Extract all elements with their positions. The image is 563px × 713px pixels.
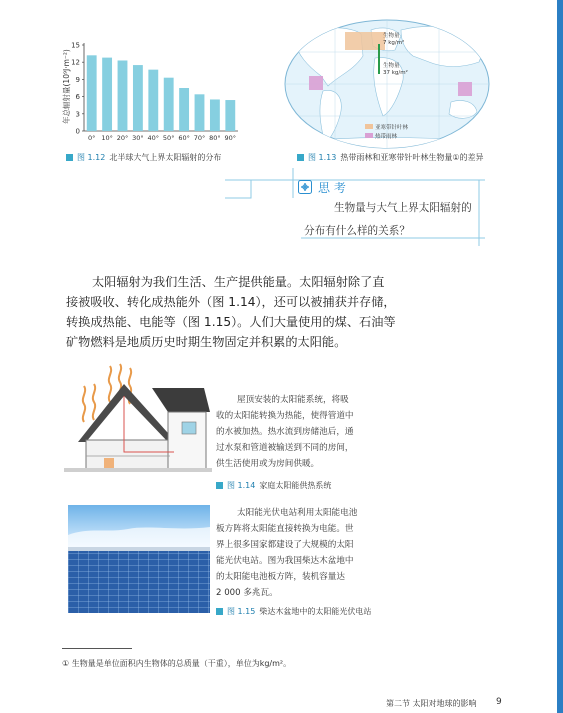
map-label-top-val: 7 kg/m² (383, 40, 405, 46)
x-tick-label: 90° (224, 134, 237, 142)
para-115-line-3: 界上很多国家都建设了大规模的太阳 (216, 540, 354, 550)
map-label-top: 生物量 (383, 33, 400, 39)
figure-title: 家庭太阳能供热系统 (259, 481, 332, 490)
x-tick-label: 0° (88, 134, 96, 142)
footnote-rule (62, 648, 132, 649)
figure-1-15-caption (216, 606, 371, 617)
x-tick-label: 80° (209, 134, 221, 142)
y-tick-label: 9 (75, 75, 80, 84)
y-axis-label: 年总辐射量(10⁹J·m⁻²) (62, 49, 71, 124)
caption-marker-icon (297, 154, 304, 161)
map-label-mid: 生物量 (383, 63, 400, 69)
page-edge-band (557, 0, 563, 713)
x-tick-label: 60° (178, 134, 190, 142)
world-map (283, 16, 491, 151)
caption-marker-icon (216, 482, 223, 489)
caption-marker-icon (216, 608, 223, 615)
y-tick-label: 3 (75, 110, 80, 119)
x-tick-label: 40° (147, 134, 160, 142)
bar (118, 60, 128, 131)
y-tick-label: 12 (71, 58, 80, 67)
bar (133, 65, 143, 131)
house-solar-illustration (64, 362, 212, 472)
bar (195, 94, 205, 131)
figure-title: 柴达木盆地中的太阳能光伏电站 (259, 607, 372, 616)
para-115-line-4: 能光伏电站。图为我国柴达木盆地中 (216, 556, 354, 566)
map-label-mid-val: 37 kg/m² (383, 70, 408, 76)
x-tick-label: 30° (132, 134, 144, 142)
x-tick-label: 10° (101, 134, 113, 142)
solar-panel-photo (68, 505, 210, 613)
map-legend-taiga: 亚寒带针叶林 (375, 125, 409, 131)
bar (102, 58, 112, 131)
map-legend-rainforest: 热带雨林 (375, 134, 398, 140)
think-line-2: 分布有什么样的关系？ (304, 225, 410, 237)
rainforest-region-box (309, 76, 323, 90)
y-tick-label: 0 (75, 127, 80, 136)
para-114-line-5: 供生活使用或为房间供暖。 (216, 459, 320, 469)
figure-title: 热带雨林和亚寒带针叶林生物量①的差异 (340, 153, 484, 162)
x-tick-label: 70° (193, 134, 206, 142)
figure-1-13-caption (297, 152, 484, 163)
figure-number: 图 1.14 (227, 481, 256, 490)
para-114-line-1: 屋顶安装的太阳能系统，将吸 (237, 395, 349, 405)
para-115-line-1: 太阳能光伏电站利用太阳能电池 (237, 508, 358, 518)
bar (210, 99, 220, 131)
caption-marker-icon (66, 154, 73, 161)
bar (87, 55, 97, 131)
figure-title: 北半球大气上界太阳辐射的分布 (109, 153, 222, 162)
para-114-line-4: 过水泵和管道被输送到不同的房间， (216, 443, 354, 453)
y-tick-label: 15 (71, 41, 80, 50)
bar (179, 88, 189, 131)
bar (164, 78, 174, 131)
bar (148, 70, 158, 131)
x-tick-label: 50° (162, 134, 175, 142)
rainforest-region-box-2 (458, 82, 472, 96)
para-115-line-6: 2 000 多兆瓦。 (216, 588, 278, 598)
think-icon (298, 179, 312, 193)
think-title: 思 考 (318, 181, 346, 195)
x-tick-label: 20° (116, 134, 129, 142)
bar-chart (58, 38, 248, 150)
page-number: 9 (496, 697, 502, 707)
bar (225, 100, 235, 131)
figure-number: 图 1.12 (77, 153, 106, 162)
para-115-line-2: 板方阵将太阳能直接转换为电能。世 (216, 524, 354, 534)
figure-1-14-caption (216, 480, 331, 491)
footer-section: 第二节 太阳对地球的影响 (386, 699, 477, 708)
y-tick-label: 6 (75, 93, 80, 102)
para-114-line-2: 收的太阳能转换为热能，使得管道中 (216, 411, 354, 421)
figure-number: 图 1.13 (308, 153, 337, 162)
figure-number: 图 1.15 (227, 607, 256, 616)
footnote: ① 生物量是单位面积内生物体的总质量（干重），单位为kg/m²。 (62, 659, 292, 668)
para-114-line-3: 的水被加热。热水流到房储池后，通 (216, 427, 354, 437)
main-para-line-1: 太阳辐射为我们生活、生产提供能量。太阳辐射除了直 (92, 275, 385, 289)
think-line-1: 生物量与大气上界太阳辐射的 (334, 202, 472, 214)
main-para-line-3: 转换成热能、电能等（图 1.15）。人们大量使用的煤、石油等 (66, 315, 396, 329)
main-para-line-4: 矿物燃料是地质历史时期生物固定并积累的太阳能。 (66, 335, 347, 349)
para-115-line-5: 的太阳能电池板方阵，装机容量达 (216, 572, 345, 582)
main-para-line-2: 接被吸收、转化成热能外（图 1.14），还可以被捕获并存储， (66, 295, 396, 309)
figure-1-12-caption (66, 152, 221, 163)
